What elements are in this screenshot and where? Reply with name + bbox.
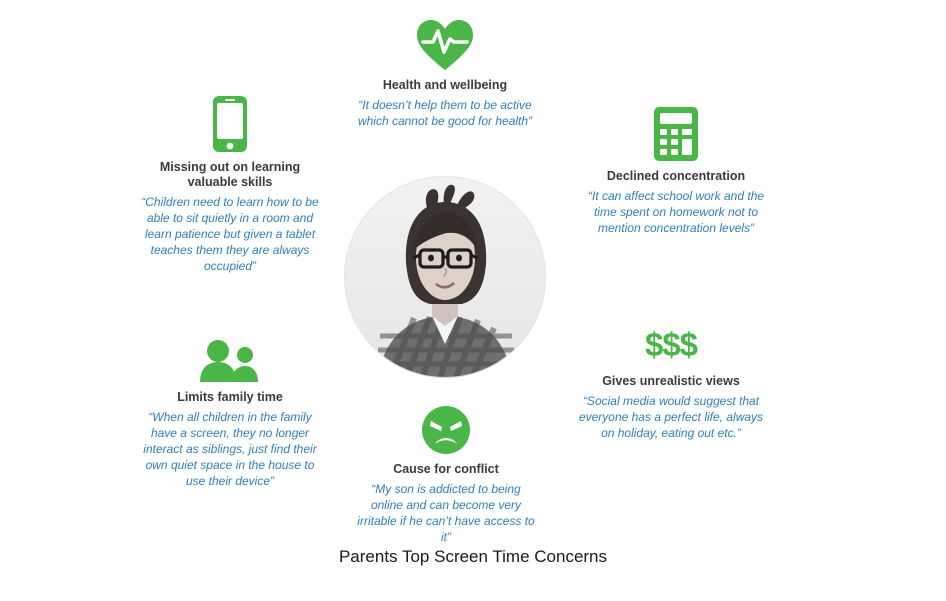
concern-cause-for-conflict [356, 398, 536, 545]
calculator-icon [586, 105, 766, 163]
concern-quote: “When all children in the family have a screen, they no longer interact as siblings, just find their own quiet space in the house to use their device” [143, 410, 317, 488]
concern-quote: “Social media would suggest that everyone has a perfect life, always on holiday, eating out etc.” [578, 394, 764, 440]
avatar [344, 176, 546, 378]
concern-quote: “It can affect school work and the time spent on homework not to mention concentration levels” [587, 189, 765, 235]
concern-title: Missing out on learning valuable skills [159, 160, 301, 189]
two-people-icon [138, 326, 322, 384]
concern-quote: “Children need to learn how to be able to sit quietly in a room and learn patience but given a tablet teaches them they are always occupied” [141, 195, 319, 273]
heart-pulse-icon [355, 14, 535, 72]
concern-title: Gives unrealistic views [602, 374, 740, 388]
concern-declined-concentration [586, 105, 766, 236]
concern-title: Health and wellbeing [382, 78, 508, 92]
concern-quote: “It doesn’t help them to be active which cannot be good for health” [357, 98, 533, 128]
concern-unrealistic-views [578, 322, 764, 441]
page-title: Parents Top Screen Time Concerns [338, 547, 608, 566]
dollar-signs-icon [578, 322, 764, 368]
concern-limits-family-time [138, 326, 322, 489]
concern-quote: “My son is addicted to being online and can become very irritable if he can’t have access to it” [357, 482, 535, 544]
concern-missing-out [139, 96, 321, 274]
angry-face-icon [356, 398, 536, 456]
concern-title: Declined concentration [606, 169, 746, 183]
dollar-signs-label: $$$ [644, 326, 698, 363]
concern-title: Limits family time [177, 390, 283, 404]
smartphone-icon [139, 96, 321, 154]
concern-health-and-wellbeing [355, 14, 535, 129]
concern-title: Cause for conflict [393, 462, 499, 476]
